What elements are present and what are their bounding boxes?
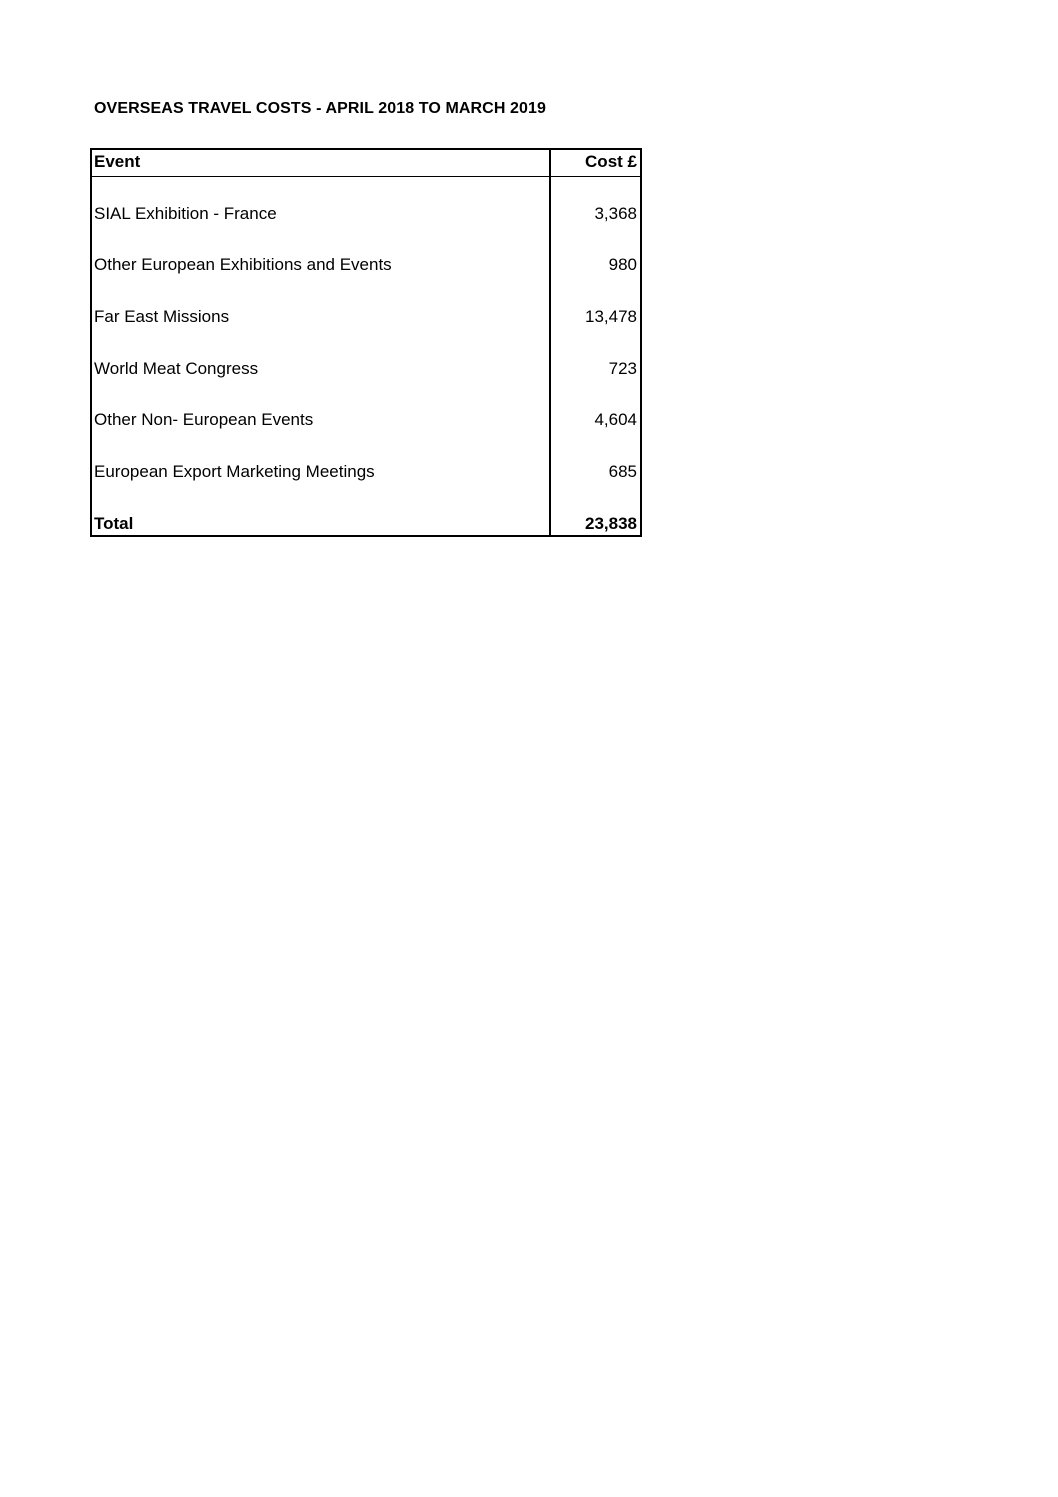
row-cost: 685 xyxy=(608,462,637,481)
row-cost: 13,478 xyxy=(585,307,637,326)
total-cost: 23,838 xyxy=(585,514,637,533)
total-label: Total xyxy=(94,514,134,533)
travel-costs-table xyxy=(90,148,642,537)
page-title: OVERSEAS TRAVEL COSTS - APRIL 2018 TO MARCH 2019 xyxy=(94,100,547,117)
column-divider xyxy=(549,150,551,535)
row-cost: 4,604 xyxy=(594,410,637,429)
row-event: Far East Missions xyxy=(94,307,230,326)
row-event: World Meat Congress xyxy=(94,359,259,378)
header-divider xyxy=(92,176,640,177)
row-cost: 723 xyxy=(608,359,637,378)
header-event: Event xyxy=(94,152,141,171)
header-cost: Cost £ xyxy=(585,152,637,171)
row-cost: 3,368 xyxy=(594,204,637,223)
row-cost: 980 xyxy=(608,255,637,274)
row-event: Other European Exhibitions and Events xyxy=(94,255,392,274)
row-event: European Export Marketing Meetings xyxy=(94,462,375,481)
row-event: SIAL Exhibition - France xyxy=(94,204,277,223)
row-event: Other Non- European Events xyxy=(94,410,314,429)
